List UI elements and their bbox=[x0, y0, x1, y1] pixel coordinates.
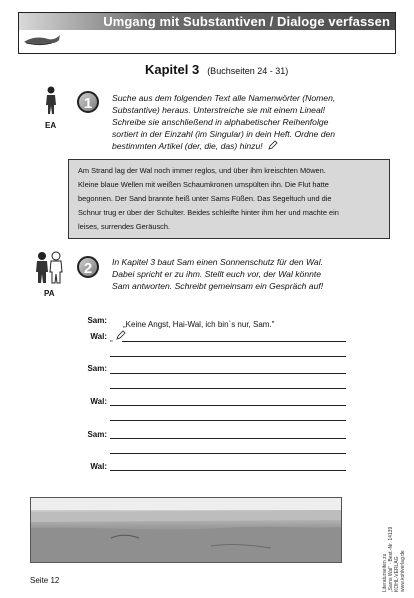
task2-number: 2 bbox=[77, 256, 99, 278]
pencil-icon bbox=[116, 330, 126, 340]
chapter-heading bbox=[145, 62, 288, 77]
task2-label: PA bbox=[44, 289, 55, 298]
task1-line: sortiert in der Einzahl (im Singular) in dein Heft. Ordne den bbox=[112, 129, 336, 139]
task1-line: Suche aus dem folgenden Text alle Namenwörter (Nomen, bbox=[112, 93, 336, 103]
publisher-side-text bbox=[382, 452, 406, 597]
writing-line[interactable] bbox=[110, 420, 346, 421]
task1-label: EA bbox=[45, 121, 57, 130]
chapter-title: Kapitel 3 bbox=[145, 62, 200, 77]
writing-line[interactable] bbox=[110, 453, 346, 454]
story-line: Kleine blaue Wellen mit weißen Schaumkronen umspülten ihn. Die Flut hatte bbox=[78, 180, 329, 189]
writing-line[interactable] bbox=[110, 470, 346, 471]
beach-scene-icon bbox=[31, 498, 341, 562]
sam-first-line: „Keine Angst, Hai-Wal, ich bin`s nur, Sam." bbox=[123, 320, 275, 329]
task1-line: Substantive) heraus. Unterstreiche sie mit einem Lineal! bbox=[112, 105, 326, 115]
story-text bbox=[78, 164, 384, 234]
single-student-icon bbox=[44, 86, 58, 116]
task2-line: Dabei spricht er zu ihm. Stellt euch vor, der Wal könnte bbox=[112, 269, 322, 279]
side-text-line: „Sams Wal" · Best.-Nr. 14139 bbox=[388, 526, 394, 592]
writing-line[interactable] bbox=[122, 341, 346, 342]
writing-line[interactable] bbox=[110, 405, 346, 406]
writing-line[interactable] bbox=[110, 438, 346, 439]
page-number: Seite 12 bbox=[30, 576, 60, 585]
side-text-line: Literaturseiten zu bbox=[382, 553, 388, 592]
chapter-pages: (Buchseiten 24 - 31) bbox=[207, 66, 289, 76]
task1-line: Schreibe sie anschließend in alphabetischer Reihenfolge bbox=[112, 117, 329, 127]
task2-instructions bbox=[112, 256, 392, 292]
speaker-label: Sam: bbox=[87, 430, 107, 439]
page-title: Umgang mit Substantiven / Dialoge verfassen bbox=[103, 14, 390, 29]
story-line: begonnen. Der Sand brannte heiß unter Sams Füßen. Das Segeltuch und die bbox=[78, 194, 332, 203]
story-line: leises, surrendes Geräusch. bbox=[78, 222, 171, 231]
whale-logo-icon bbox=[22, 30, 62, 50]
speaker-label: Sam: bbox=[87, 316, 107, 325]
task1-number: 1 bbox=[77, 91, 99, 113]
side-text-line: www.kohlverlag.de bbox=[400, 550, 406, 592]
wal-quote-mark: „ bbox=[110, 334, 113, 343]
partner-students-icon bbox=[34, 251, 64, 285]
task2-line: Sam antworten. Schreibt gemeinsam ein Gespräch auf! bbox=[112, 281, 324, 291]
beach-photo bbox=[30, 497, 342, 563]
speaker-label: Wal: bbox=[90, 332, 107, 341]
pencil-icon bbox=[268, 140, 278, 150]
speaker-label: Wal: bbox=[90, 397, 107, 406]
side-text-line: KOHL-VERLAG bbox=[394, 556, 400, 592]
writing-line[interactable] bbox=[110, 356, 346, 357]
task1-instructions bbox=[112, 92, 392, 152]
story-line: Schnur trug er über der Schulter. Beides schleifte hinter ihm her und machte ein bbox=[78, 208, 339, 217]
writing-line[interactable] bbox=[110, 373, 346, 374]
task1-line: bestimmten Artikel (der, die, das) hinzu! bbox=[112, 140, 392, 152]
writing-line[interactable] bbox=[110, 388, 346, 389]
speaker-label: Wal: bbox=[90, 462, 107, 471]
speaker-label: Sam: bbox=[87, 364, 107, 373]
story-line: Am Strand lag der Wal noch immer reglos, und über ihm kreischten Möwen. bbox=[78, 166, 326, 175]
task2-line: In Kapitel 3 baut Sam einen Sonnenschutz für den Wal. bbox=[112, 257, 323, 267]
